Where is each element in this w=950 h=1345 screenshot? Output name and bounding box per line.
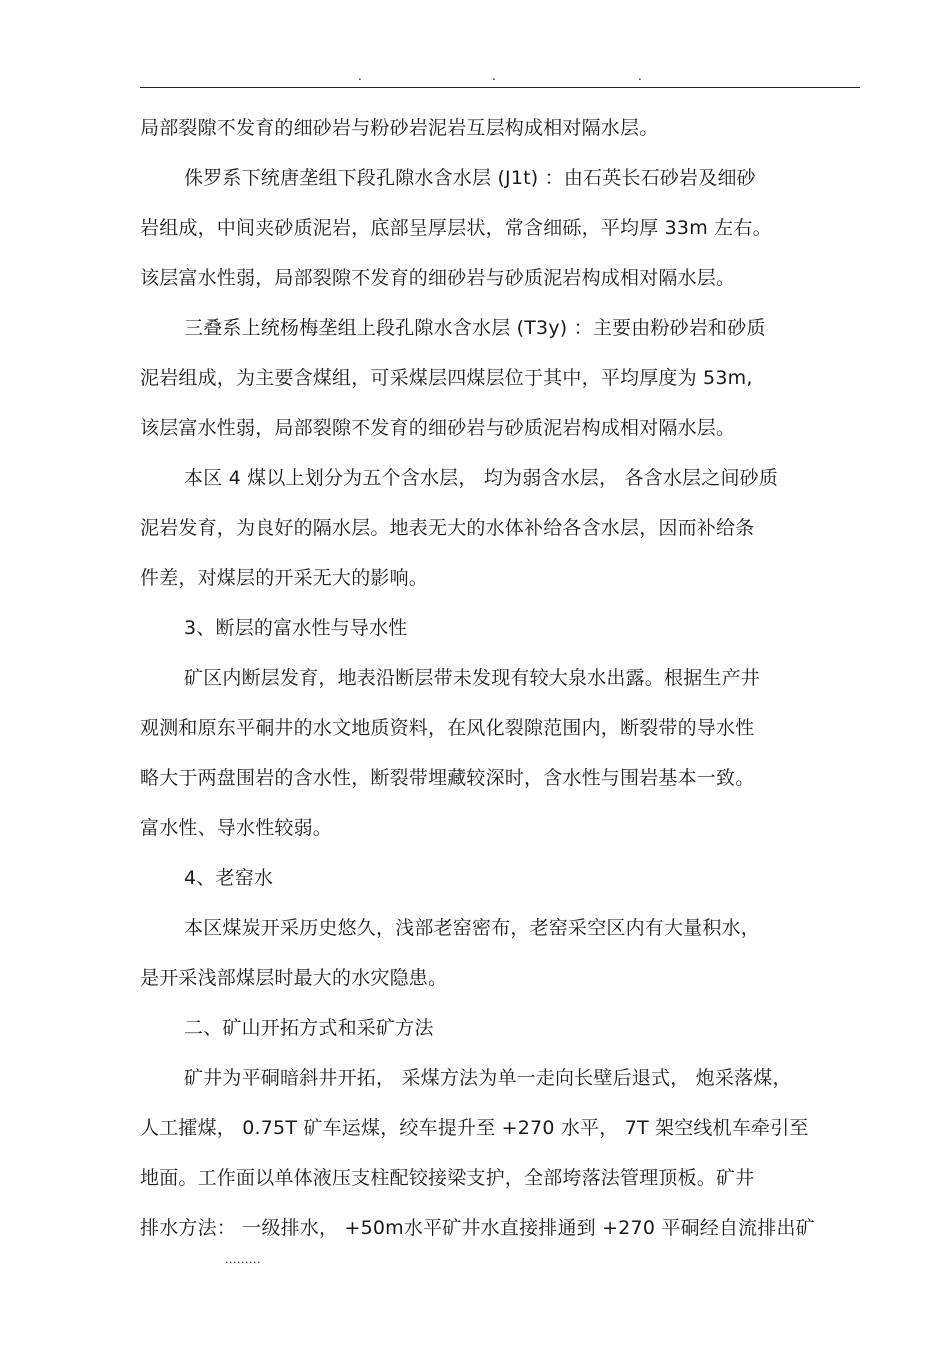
text-line: 本区 4 煤以上划分为五个含水层， 均为弱含水层， 各含水层之间砂质 (184, 467, 779, 489)
text-line: 富水性、导水性较弱。 (140, 817, 333, 839)
text-line: 观测和原东平硐井的水文地质资料，在风化裂隙范围内，断裂带的导水性 (140, 717, 755, 739)
text-line: 三叠系上统杨梅垄组上段孔隙水含水层 (T3y) ：主要由粉砂岩和砂质 (184, 317, 766, 339)
header-dots (140, 70, 860, 84)
text-line: 是开采浅部煤层时最大的水灾隐患。 (140, 967, 448, 989)
text-line: 排水方法： 一级排水， +50m水平矿井水直接排通到 +270 平硐经自流排出矿 (140, 1217, 815, 1239)
text-line: 本区煤炭开采历史悠久，浅部老窑密布，老窑采空区内有大量积水， (184, 917, 761, 939)
header-rule (140, 87, 860, 88)
text-line: 人工攉煤， 0.75T 矿车运煤，绞车提升至 +270 水平， 7T 架空线机车牵引至 (140, 1117, 809, 1139)
text-line: 4、老窑水 (184, 867, 274, 889)
text-line: 3、断层的富水性与导水性 (184, 617, 408, 639)
text-line: 泥岩发育，为良好的隔水层。地表无大的水体补给各含水层，因而补给条 (140, 517, 755, 539)
footer-dots: ......... (225, 1253, 261, 1266)
document-body (140, 103, 860, 1253)
text-line: 侏罗系下统唐垄组下段孔隙水含水层 (J1t) ：由石英长石砂岩及细砂 (184, 167, 756, 189)
header-dot: . (358, 69, 362, 83)
text-line: 地面。工作面以单体液压支柱配铰接梁支护，全部垮落法管理顶板。矿井 (140, 1167, 755, 1189)
text-line: 局部裂隙不发育的细砂岩与粉砂岩泥岩互层构成相对隔水层。 (140, 117, 659, 139)
text-line: 二、矿山开拓方式和采矿方法 (184, 1017, 434, 1039)
header-dot: . (492, 69, 496, 83)
text-line: 件差，对煤层的开采无大的影响。 (140, 567, 429, 589)
text-line: 该层富水性弱，局部裂隙不发育的细砂岩与砂质泥岩构成相对隔水层。 (140, 267, 736, 289)
header-dot: . (638, 69, 642, 83)
text-line: 该层富水性弱，局部裂隙不发育的细砂岩与砂质泥岩构成相对隔水层。 (140, 417, 736, 439)
text-line: 矿区内断层发育，地表沿断层带未发现有较大泉水出露。根据生产井 (184, 667, 761, 689)
text-line: 矿井为平硐暗斜井开拓， 采煤方法为单一走向长壁后退式， 炮采落煤， (184, 1067, 792, 1089)
text-line: 泥岩组成，为主要含煤组，可采煤层四煤层位于其中，平均厚度为 53m, (140, 367, 753, 389)
text-line: 岩组成，中间夹砂质泥岩，底部呈厚层状，常含细砾，平均厚 33m 左右。 (140, 217, 772, 239)
text-line: 略大于两盘围岩的含水性，断裂带埋藏较深时，含水性与围岩基本一致。 (140, 767, 755, 789)
